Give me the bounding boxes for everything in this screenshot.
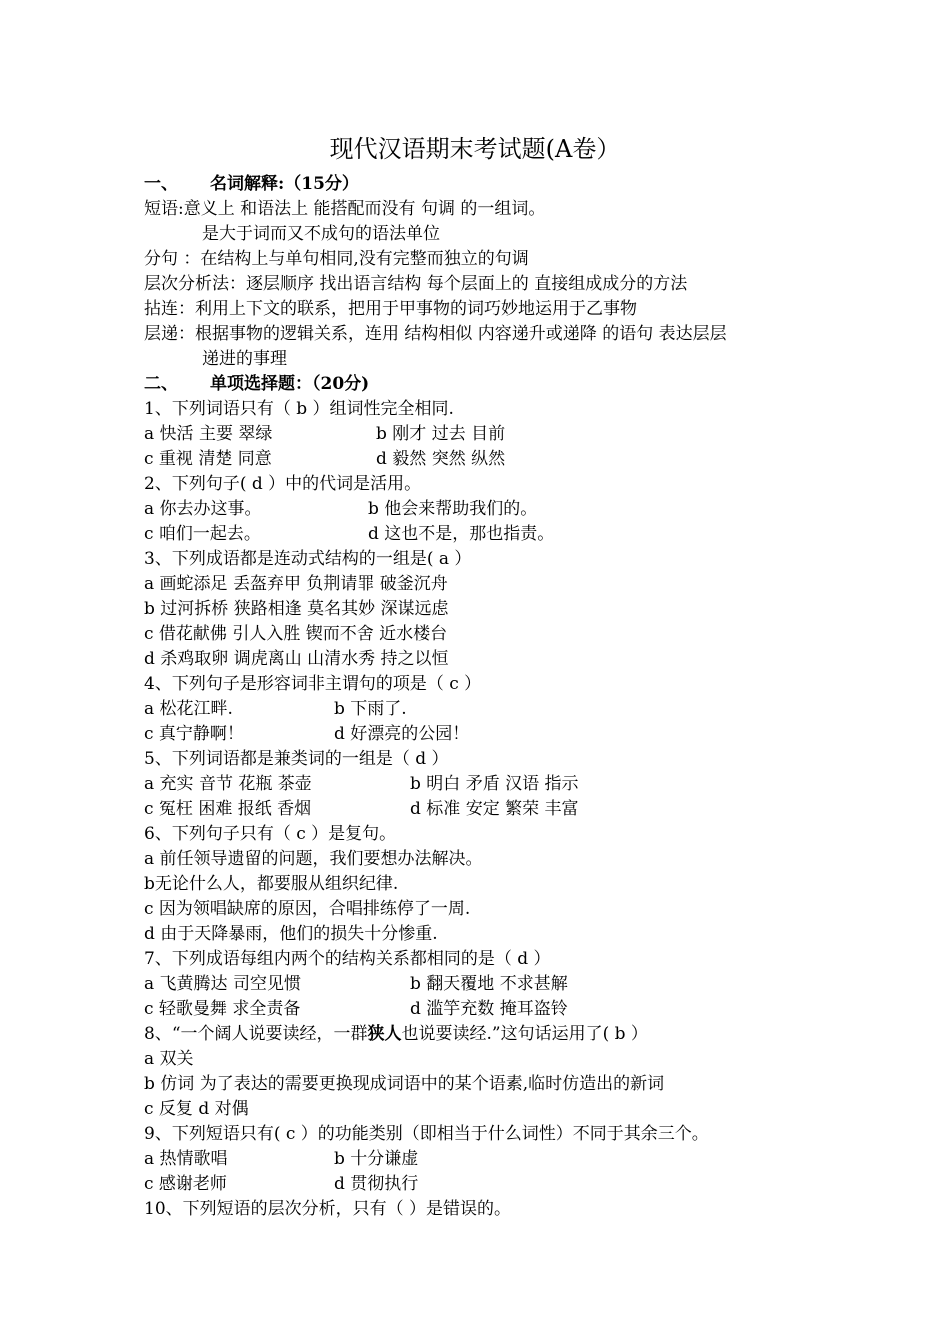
definition-phrase-cont: 是大于词而又不成句的语法单位 [202, 224, 440, 244]
definition-zeugma: 拈连：利用上下文的联系，把用于甲事物的词巧妙地运用于乙事物 [144, 299, 637, 319]
option-b: b 他会来帮助我们的。 [368, 499, 538, 519]
option-d: d 由于天降暴雨，他们的损失十分惨重. [144, 924, 438, 944]
section1-heading [144, 172, 844, 197]
question-1-options-cd [144, 447, 844, 472]
option-d: d 好漂亮的公园！ [334, 724, 470, 744]
question-8-stem-bold: 狭人 [367, 1024, 402, 1044]
option-b: b 过河拆桥 狭路相逢 莫名其妙 深谋远虑 [144, 599, 449, 619]
option-c: c 真宁静啊！ [144, 724, 244, 744]
question-6-stem: 6、下列句子只有（ c ）是复句。 [144, 824, 397, 844]
option-b: b 十分谦虚 [334, 1149, 419, 1169]
option-c: c 感谢老师 [144, 1174, 227, 1194]
question-9-options-ab [144, 1147, 844, 1172]
option-a: a 松花江畔. [144, 699, 233, 719]
definition-climax: 层递：根据事物的逻辑关系，连用 结构相似 内容递升或递降 的语句 表达层层 [144, 324, 727, 344]
option-a: a 充实 音节 花瓶 茶壶 [144, 774, 312, 794]
option-a: a 前任领导遗留的问题，我们要想办法解决。 [144, 849, 483, 869]
question-10-stem: 10、下列短语的层次分析，只有（ ）是错误的。 [144, 1199, 512, 1219]
option-d: d 滥竽充数 掩耳盗铃 [410, 999, 568, 1019]
option-c: c 轻歌曼舞 求全责备 [144, 999, 301, 1019]
option-c: c 冤枉 困难 报纸 香烟 [144, 799, 312, 819]
question-1-options-ab [144, 422, 844, 447]
question-2-options-ab [144, 497, 844, 522]
option-b: b 翻天覆地 不求甚解 [410, 974, 568, 994]
option-b: b 刚才 过去 目前 [376, 424, 506, 444]
definition-ic-analysis: 层次分析法：逐层顺序 找出语言结构 每个层面上的 直接组成成分的方法 [144, 274, 688, 294]
question-5-stem: 5、下列词语都是兼类词的一组是（ d ） [144, 749, 449, 769]
question-8-stem [144, 1022, 844, 1047]
question-7-stem: 7、下列成语每组内两个的结构关系都相同的是（ d ） [144, 949, 551, 969]
question-1-stem: 1、下列词语只有（ b ）组词性完全相同. [144, 399, 454, 419]
definition-climax-cont: 递进的事理 [202, 349, 287, 369]
question-3-stem: 3、下列成语都是连动式结构的一组是( a ） [144, 549, 472, 569]
option-b: b 明白 矛盾 汉语 指示 [410, 774, 579, 794]
option-a: a 快活 主要 翠绿 [144, 424, 273, 444]
question-8-stem-post: 也说要读经.”这句话运用了( b ） [401, 1024, 648, 1044]
question-8-stem-pre: 8、“一个阔人说要读经，一群 [144, 1024, 368, 1044]
options-cd: c 反复 d 对偶 [144, 1099, 249, 1119]
definition-phrase: 短语:意义上 和语法上 能搭配而没有 句调 的一组词。 [144, 199, 546, 219]
section1-title: 名词解释:（15分） [210, 174, 359, 194]
option-a: a 双关 [144, 1049, 194, 1069]
section2-title: 单项选择题：（20分) [210, 374, 370, 394]
option-a: a 画蛇添足 丢盔弃甲 负荆请罪 破釜沉舟 [144, 574, 448, 594]
option-c: c 因为领唱缺席的原因，合唱排练停了一周. [144, 899, 471, 919]
definition-clause: 分句 ：在结构上与单句相同,没有完整而独立的句调 [144, 249, 529, 269]
section2-number: 二、 [144, 374, 178, 394]
option-b: b 下雨了. [334, 699, 407, 719]
option-c: c 借花献佛 引人入胜 锲而不舍 近水楼台 [144, 624, 448, 644]
option-a: a 你去办这事。 [144, 499, 262, 519]
question-4-options-ab [144, 697, 844, 722]
question-4-options-cd [144, 722, 844, 747]
exam-content [144, 172, 844, 1222]
option-d: d 毅然 突然 纵然 [376, 449, 506, 469]
question-2-options-cd [144, 522, 844, 547]
option-d: d 标准 安定 繁荣 丰富 [410, 799, 579, 819]
option-b: b无论什么人，都要服从组织纪律. [144, 874, 399, 894]
option-a: a 热情歌唱 [144, 1149, 228, 1169]
option-b: b 仿词 为了表达的需要更换现成词语中的某个语素,临时仿造出的新词 [144, 1074, 665, 1094]
question-7-options-ab [144, 972, 844, 997]
option-d: d 这也不是，那也指责。 [368, 524, 555, 544]
option-a: a 飞黄腾达 司空见惯 [144, 974, 301, 994]
section1-number: 一、 [144, 174, 178, 194]
option-d: d 贯彻执行 [334, 1174, 419, 1194]
question-7-options-cd [144, 997, 844, 1022]
option-c: c 重视 清楚 同意 [144, 449, 272, 469]
option-c: c 咱们一起去。 [144, 524, 261, 544]
question-5-options-cd [144, 797, 844, 822]
question-2-stem: 2、下列句子( d ）中的代词是活用。 [144, 474, 422, 494]
option-d: d 杀鸡取卵 调虎离山 山清水秀 持之以恒 [144, 649, 449, 669]
exam-title: 现代汉语期末考试题(A卷） [329, 135, 621, 163]
question-4-stem: 4、下列句子是形容词非主谓句的项是（ c ） [144, 674, 482, 694]
question-5-options-ab [144, 772, 844, 797]
question-9-stem: 9、下列短语只有( c ）的功能类别（即相当于什么词性）不同于其余三个。 [144, 1124, 709, 1144]
question-9-options-cd [144, 1172, 844, 1197]
section2-heading [144, 372, 844, 397]
